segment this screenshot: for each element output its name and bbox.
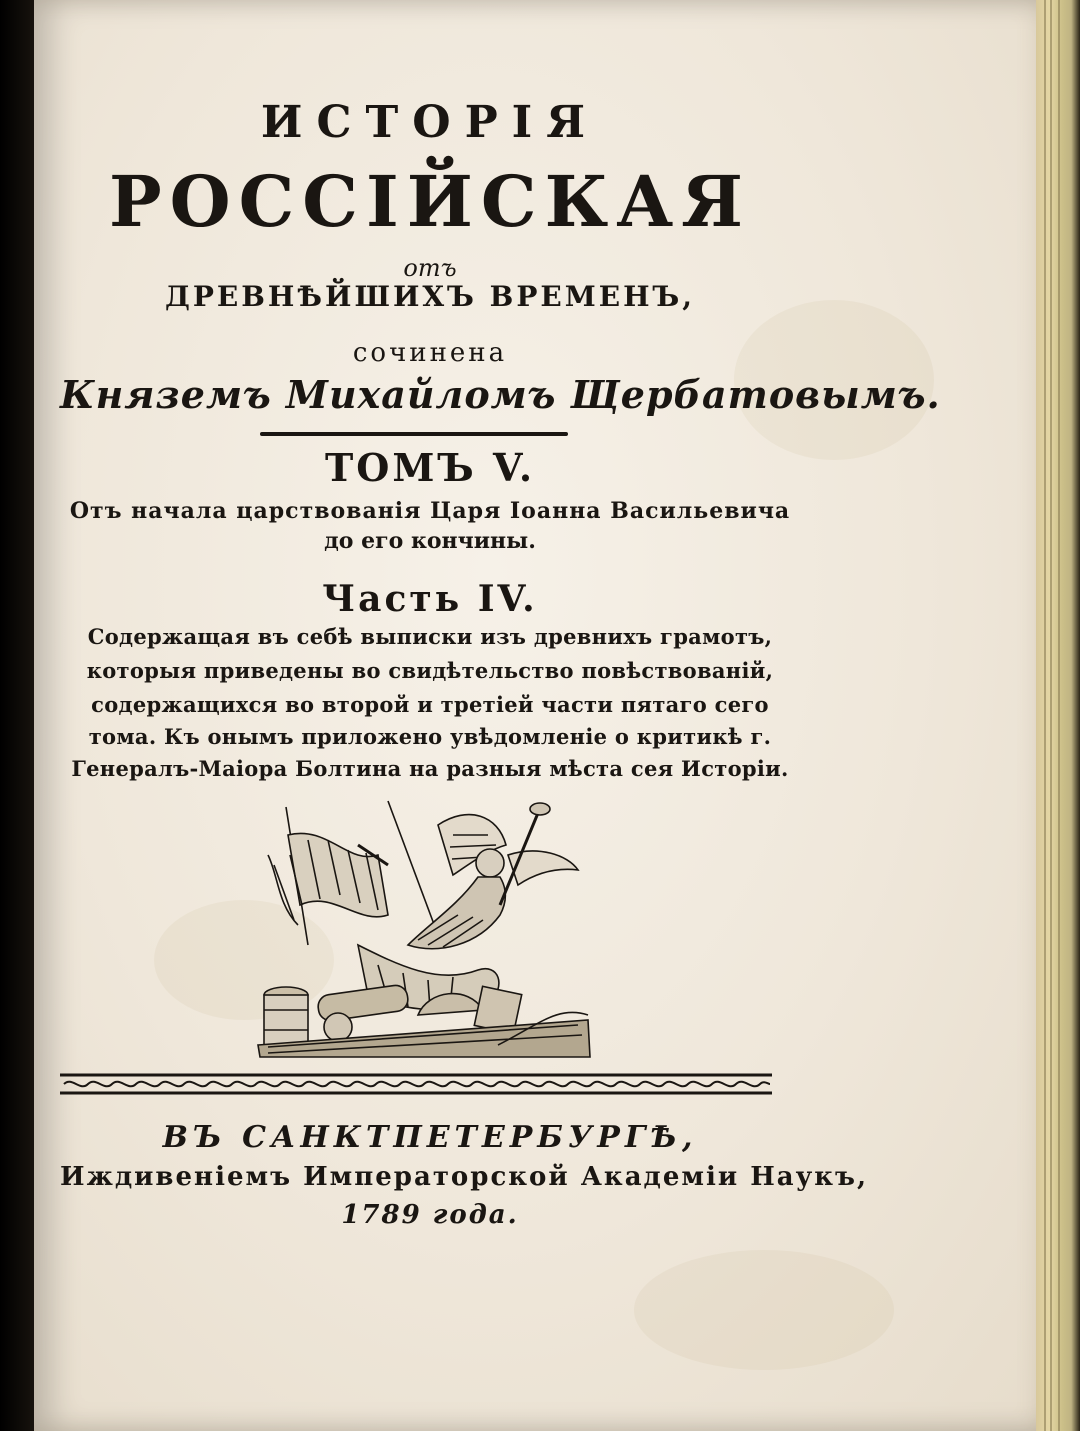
imprint-year: 1789 года.: [341, 1200, 519, 1230]
imprint-city: ВЪ САНКТПЕТЕРБУРГѢ,: [162, 1120, 698, 1155]
part-description-line: содержащихся во второй и третіей части пятаго сего: [91, 692, 769, 717]
subtitle-from: отъ: [403, 254, 457, 282]
title-line-1: ИСТОРІЯ: [260, 97, 600, 148]
part-description-line: Содержащая въ себѣ выписки изъ древнихъ грамотъ,: [87, 624, 773, 649]
volume-description-line-1: Отъ начала царствованія Царя Іоанна Васильевича: [69, 498, 791, 524]
volume-description-line-2: до его кончины.: [324, 528, 536, 554]
imprint-section: [60, 0, 941, 1431]
volume-number: ТОМЪ V.: [324, 445, 536, 490]
page-edges: [1036, 0, 1080, 1431]
subtitle-ancient-times: ДРЕВНѢЙШИХЪ ВРЕМЕНЪ,: [164, 280, 696, 313]
part-number: Часть IV.: [322, 578, 538, 620]
imprint-publisher: Иждивеніемъ Императорской Академіи Наукъ,: [60, 1162, 869, 1192]
part-description-line: которыя приведены во свидѣтельство повѣствованій,: [86, 658, 774, 683]
part-description-line: Генералъ-Маіора Болтина на разныя мѣста сея Исторіи.: [71, 756, 789, 781]
title-line-2: РОССІЙСКАЯ: [108, 160, 752, 243]
composed-by-label: сочинена: [352, 338, 508, 368]
author-name: Княземъ Михайломъ Щербатовымъ.: [60, 372, 941, 417]
part-description-line: тома. Къ онымъ приложено увѣдомленіе о критикѣ г.: [88, 724, 772, 749]
